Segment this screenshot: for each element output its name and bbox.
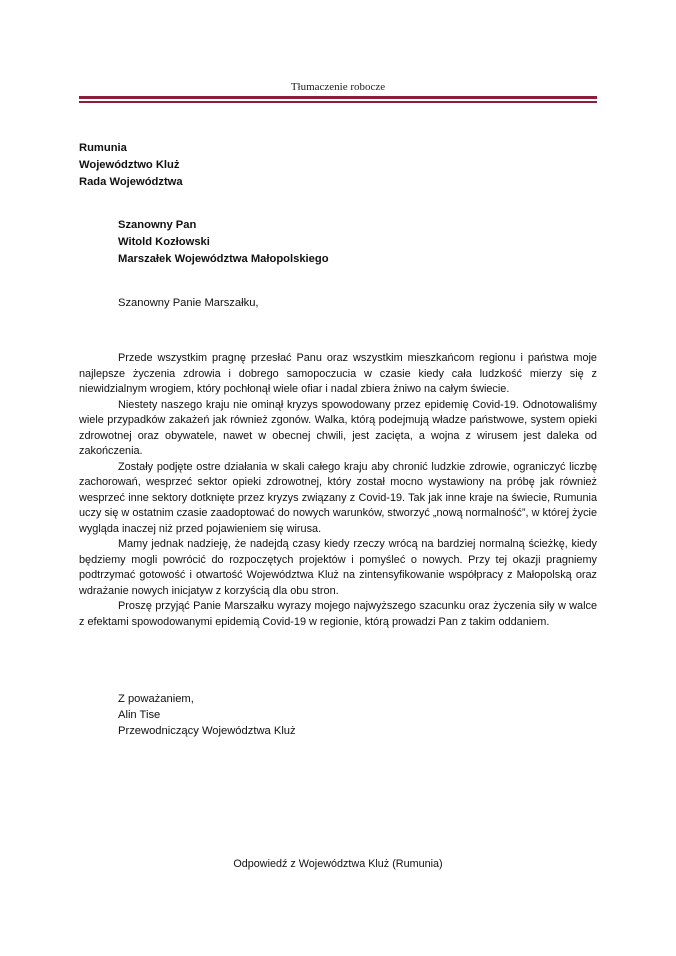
letter-body xyxy=(79,351,597,630)
closing-regards: Z poważaniem, xyxy=(118,693,194,705)
closing-block xyxy=(118,691,296,740)
header-rule-thick xyxy=(79,96,597,99)
sender-council: Rada Województwa xyxy=(79,175,183,188)
recipient-name: Witold Kozłowski xyxy=(118,235,210,248)
body-paragraph: Zostały podjęte ostre działania w skali całego kraju aby chronić ludzkie zdrowie, ograniczyć liczbę zachorowań, wesprzeć sektor opieki zdrowotnej, który został mocno wystawiony na próbę jak również wesprzeć inne sektory dotknięte przez kryzys związany z Covid-19. Tak jak inne kraje na świecie, Rumunia uczy się w ostatnim czasie zaadoptować do nowych warunków, stworzyć „nową normalność”, w której życie wygląda inaczej niż przed pojawieniem się wirusa. xyxy=(79,460,597,535)
recipient-block xyxy=(118,217,329,267)
body-paragraph: Niestety naszego kraju nie ominął kryzys spowodowany przez epidemię Covid-19. Odnotowaliśmy wiele przypadków zakażeń jak również zgonów. Walka, którą podejmują władze państwowe, system opieki zdrowotnej oraz obywatele, nawet w obecnej chwili, jest zacięta, a wojna z wirusem jest daleka od zakończenia. xyxy=(79,398,597,457)
draft-translation-header: Tłumaczenie robocze xyxy=(290,81,386,93)
sender-block xyxy=(79,140,183,190)
signer-name: Alin Tise xyxy=(118,709,161,722)
sender-country: Rumunia xyxy=(79,142,127,154)
recipient-title: Marszałek Województwa Małopolskiego xyxy=(118,252,329,265)
body-paragraph: Przede wszystkim pragnę przesłać Panu oraz wszystkim mieszkańcom regionu i państwa moje najlepsze życzenia zdrowia i dobrego samopoczucia w czasie kiedy cała ludzkość mierzy się z niewidzialnym wrogiem, który pochłonął wiele ofiar i nadal zbiera żniwo na całym świecie. xyxy=(79,352,597,395)
recipient-honorific: Szanowny Pan xyxy=(118,219,197,231)
header-rule-thin xyxy=(79,101,597,103)
body-paragraph: Proszę przyjąć Panie Marszałku wyrazy mojego najwyższego szacunku oraz życzenia siły w walce z efektami spowodowanymi epidemią Covid-19 w regionie, którą prowadzi Pan z takim oddaniem. xyxy=(79,600,597,628)
sender-region: Województwo Kluż xyxy=(79,158,180,171)
body-paragraph: Mamy jednak nadzieję, że nadejdą czasy kiedy rzeczy wrócą na bardziej normalną ścieżkę, kiedy będziemy mogli powrócić do rozpoczętych projektów i pomyśleć o nowych. Przy tej okazji pragniemy podtrzymać gotowość i otwartość Województwa Kluż na zintensyfikowanie współpracy z Małopolską oraz wdrażanie nowych inicjatyw z korzyścią dla obu stron. xyxy=(79,538,597,597)
footer-note: Odpowiedź z Województwa Kluż (Rumunia) xyxy=(233,858,443,870)
signer-title: Przewodniczący Województwa Kluż xyxy=(118,725,296,738)
salutation: Szanowny Panie Marszałku, xyxy=(118,297,259,309)
